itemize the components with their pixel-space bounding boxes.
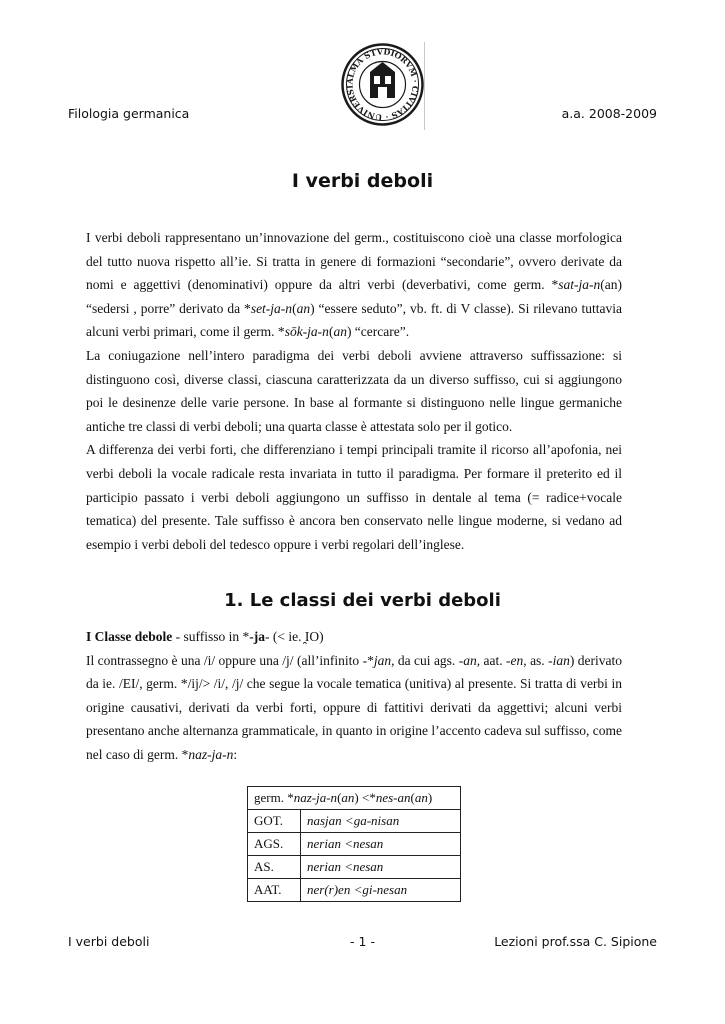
intro-paragraph-1: I verbi deboli rappresentano un’innovazione del germ., costituiscono cioè una classe morfologica del tutto nuova rispetto all’ie. Si tratta in genere di formazioni “secondarie”, ovvero derivate da nomi e aggettivi (denominativi) oppure da altri verbi (deverbativi, come germ. *sat-ja-n(an) “sedersi , porre” derivato da *set-ja-n(an) “essere seduto”, vb. ft. di V classe). Si rilevano tuttavia alcuni verbi primari, come il germ. *sōk-ja-n(an) “cercare”. — [86, 230, 622, 340]
form-cell: nerian <nesan — [301, 833, 461, 856]
intro-text — [86, 226, 622, 556]
header-academic-year: a.a. 2008-2009 — [561, 106, 657, 121]
page-title: I verbi deboli — [291, 170, 434, 192]
table-header-row — [248, 787, 461, 810]
table-row — [248, 810, 461, 833]
language-cell: GOT. — [248, 810, 301, 833]
footer-topic: I verbi deboli — [68, 934, 150, 949]
class1-heading: I Classe debole - suffisso in *-ja- (< ie. ̯IO) — [86, 629, 324, 644]
form-cell: ner(r)en <gi-nesan — [301, 879, 461, 902]
seal-lettering: ALMA STVDIORVM · CIVITAS · UNIVERSI — [344, 46, 421, 123]
table-row — [248, 856, 461, 879]
form-cell: nasjan <ga-nisan — [301, 810, 461, 833]
table-row — [248, 833, 461, 856]
logo-divider — [424, 42, 425, 130]
class1-body: Il contrassegno è una /i/ oppure una /j/ (all’infinito -*jan, da cui ags. -an, aat. -en, as. -ian) derivato da ie. /EI/, germ. */ij/> /i/, /j/ che segue la vocale tematica (unitiva) al presente. Si tratta di verbi in origine causativi, derivati da verbi forti, oppure di fattitivi derivati da aggettivi; alcuni verbi presentano anche alternanza grammaticale, in quanto in origine l’accento cadeva sul suffisso, come nel caso di germ. *naz-ja-n: — [86, 652, 622, 762]
intro-paragraph-2: La coniugazione nell’intero paradigma dei verbi deboli avviene attraverso suffissazione: si distinguono così, diverse classi, ciascuna caratterizzata da un diverso suffisso, cui si aggiungono poi le desinenze delle varie persone. In base al formante si distinguono nelle lingue germaniche antiche tre classi di verbi deboli; una quarta classe è attestata solo per il gotico. — [86, 347, 622, 434]
footer-lecturer: Lezioni prof.ssa C. Sipione — [494, 934, 657, 949]
intro-paragraph-3: A differenza dei verbi forti, che differenziano i tempi principali tramite il ricorso all’apofonia, nei verbi deboli la vocale radicale resta invariata in tutto il paradigma. Per formare il preterito ed il participio passato i verbi deboli aggiungono un suffisso in dentale al tema (= radice+vocale tematica) del presente. Tale suffisso è ancora ben conservato nelle lingue moderne, si vedano ad esempio i verbi deboli del tedesco oppure i verbi regolari dell’inglese. — [86, 442, 622, 552]
class1-text — [86, 625, 622, 767]
language-cell: AAT. — [248, 879, 301, 902]
section-title: 1. Le classi dei verbi deboli — [224, 590, 501, 611]
header-course: Filologia germanica — [68, 106, 190, 121]
language-cell: AGS. — [248, 833, 301, 856]
table-header-cell: germ. *naz-ja-n(an) <*nes-an(an) — [248, 787, 461, 810]
forms-table — [247, 786, 461, 902]
form-cell: nerian <nesan — [301, 856, 461, 879]
page-number: - 1 - — [350, 934, 375, 949]
table-row — [248, 879, 461, 902]
university-seal-icon — [340, 42, 425, 127]
language-cell: AS. — [248, 856, 301, 879]
